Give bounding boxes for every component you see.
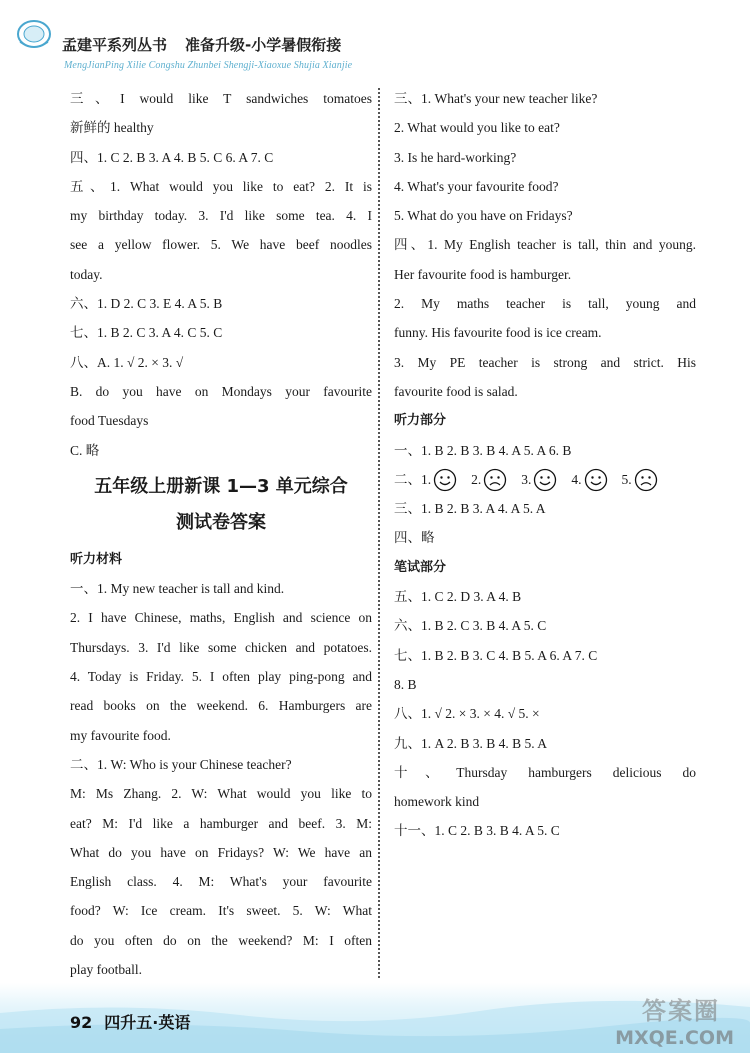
answer-line: 六、1. D 2. C 3. E 4. A 5. B [70,296,223,312]
answer-line: Thursdays. 3. I'd like some chicken and potatoes. [70,639,372,655]
answer-line: 七、1. B 2. B 3. C 4. B 5. A 6. A 7. C [394,647,598,663]
answer-line: favourite food is salad. [394,383,518,399]
page-header [0,0,750,80]
answer-line: 二、1. W: Who is your Chinese teacher? [70,756,292,772]
page-number-line [70,1010,190,1033]
answer-line: 2. My maths teacher is tall, young and [394,296,696,312]
answer-line: English class. 4. M: What's your favourite [70,874,372,890]
face-label: 5. [621,471,632,487]
answer-line: 三、1. What's your new teacher like? [394,91,598,106]
face-answers-line [394,465,696,494]
face-answer [471,465,521,494]
section-title: 五年级上册新课 1—3 单元综合 [94,475,348,497]
face-label: 2. [471,471,482,487]
page-number: 92 [70,1013,93,1032]
answer-line: Her favourite food is hamburger. [394,266,572,282]
sad-face-icon [483,468,507,492]
answer-line: 五、1. What would you like to eat? 2. It is [70,178,372,194]
answer-line: 2. I have Chinese, maths, English and science on [70,610,372,626]
pinyin-subtitle: MengJianPing Xilie Congshu Zhunbei Shengji-Xiaoxue Shujia Xianjie [64,60,353,71]
page-footer [0,983,750,1053]
answer-line: 六、1. B 2. C 3. B 4. A 5. C [394,618,547,634]
answer-line: 一、1. My new teacher is tall and kind. [70,581,285,597]
column-divider [378,88,380,978]
answer-line: see a yellow flower. 5. We have beef noodles [70,237,372,253]
smiley-face-icon [533,468,557,492]
section-heading: 笔试部分 [394,559,447,575]
face-label: 3. [521,471,532,487]
question-number: 二、 [394,471,421,487]
answer-line: M: Ms Zhang. 2. W: What would you like to [70,786,372,802]
face-answer [622,465,672,494]
answer-line: 4. Today is Friday. 5. I often play ping-pong and [70,669,372,685]
left-column [70,84,372,984]
sad-face-icon [634,468,658,492]
answer-line: 3. Is he hard-working? [394,149,517,165]
answer-line: today. [70,266,103,282]
answer-line: eat? M: I'd like a hamburger and beef. 3. M: [70,815,372,831]
answer-line: 十一、1. C 2. B 3. B 4. A 5. C [394,823,560,839]
publisher-logo-icon [14,14,54,54]
watermark-url: MXQE.COM [615,1027,734,1049]
answer-line: 七、1. B 2. C 3. A 4. C 5. C [70,325,223,341]
answer-line: 三、1. B 2. B 3. A 4. A 5. A [394,501,546,517]
answer-line: 一、1. B 2. B 3. B 4. A 5. A 6. B [394,442,572,458]
answer-line: 8. B [394,676,417,692]
answer-line: food? W: Ice cream. It's sweet. 5. W: What [70,903,372,919]
answer-line: 五、1. C 2. D 3. A 4. B [394,589,522,605]
answer-line: funny. His favourite food is ice cream. [394,325,602,341]
answer-line: homework kind [394,794,480,810]
answer-line: 四、1. My English teacher is tall, thin and young. [394,237,696,253]
answer-line: B. do you have on Mondays your favourite [70,383,372,399]
section-heading: 听力材料 [70,551,123,567]
answer-line: do you often do on the weekend? M: I often [70,932,372,948]
smiley-face-icon [433,468,457,492]
watermark-top-text: 答案圈 [642,997,720,1025]
answer-line: 2. What would you like to eat? [394,120,560,136]
answer-line: play football. [70,962,142,978]
answer-line: What do you have on Fridays? W: We have an [70,844,372,860]
answer-line: C. 略 [70,442,100,458]
face-answer [571,465,621,494]
series-name: 孟建平系列丛书 [62,36,168,54]
right-column [394,84,696,846]
section-title: 测试卷答案 [176,511,266,533]
watermark [600,989,740,1051]
answer-line: my birthday today. 3. I'd like some tea. 4. I [70,208,372,224]
series-title [62,34,341,55]
answer-line: 四、1. C 2. B 3. A 4. B 5. C 6. A 7. C [70,149,274,165]
answer-line: 新鲜的 healthy [70,120,154,136]
answer-line: 4. What's your favourite food? [394,178,559,194]
answer-line: 八、1. √ 2. × 3. × 4. √ 5. × [394,706,540,722]
smiley-face-icon [584,468,608,492]
grade-subject: 四升五·英语 [104,1013,191,1032]
section-heading: 听力部分 [394,413,447,429]
face-answer [421,465,471,494]
answer-line: 八、A. 1. √ 2. × 3. √ [70,354,184,370]
face-answer [521,465,571,494]
answer-line: 5. What do you have on Fridays? [394,208,573,224]
answer-line: my favourite food. [70,727,171,743]
answer-line: 九、1. A 2. B 3. B 4. B 5. A [394,735,548,751]
face-label: 4. [571,471,582,487]
answer-line: 3. My PE teacher is strong and strict. His [394,354,696,370]
answer-line: 十、Thursday hamburgers delicious do [394,764,696,780]
answer-line: 四、略 [394,530,435,546]
answer-line: read books on the weekend. 6. Hamburgers are [70,698,372,714]
face-label: 1. [421,471,432,487]
answer-line: food Tuesdays [70,413,149,429]
answer-line: 三、I would like T sandwiches tomatoes [70,91,372,106]
book-title: 准备升级-小学暑假衔接 [185,36,342,54]
